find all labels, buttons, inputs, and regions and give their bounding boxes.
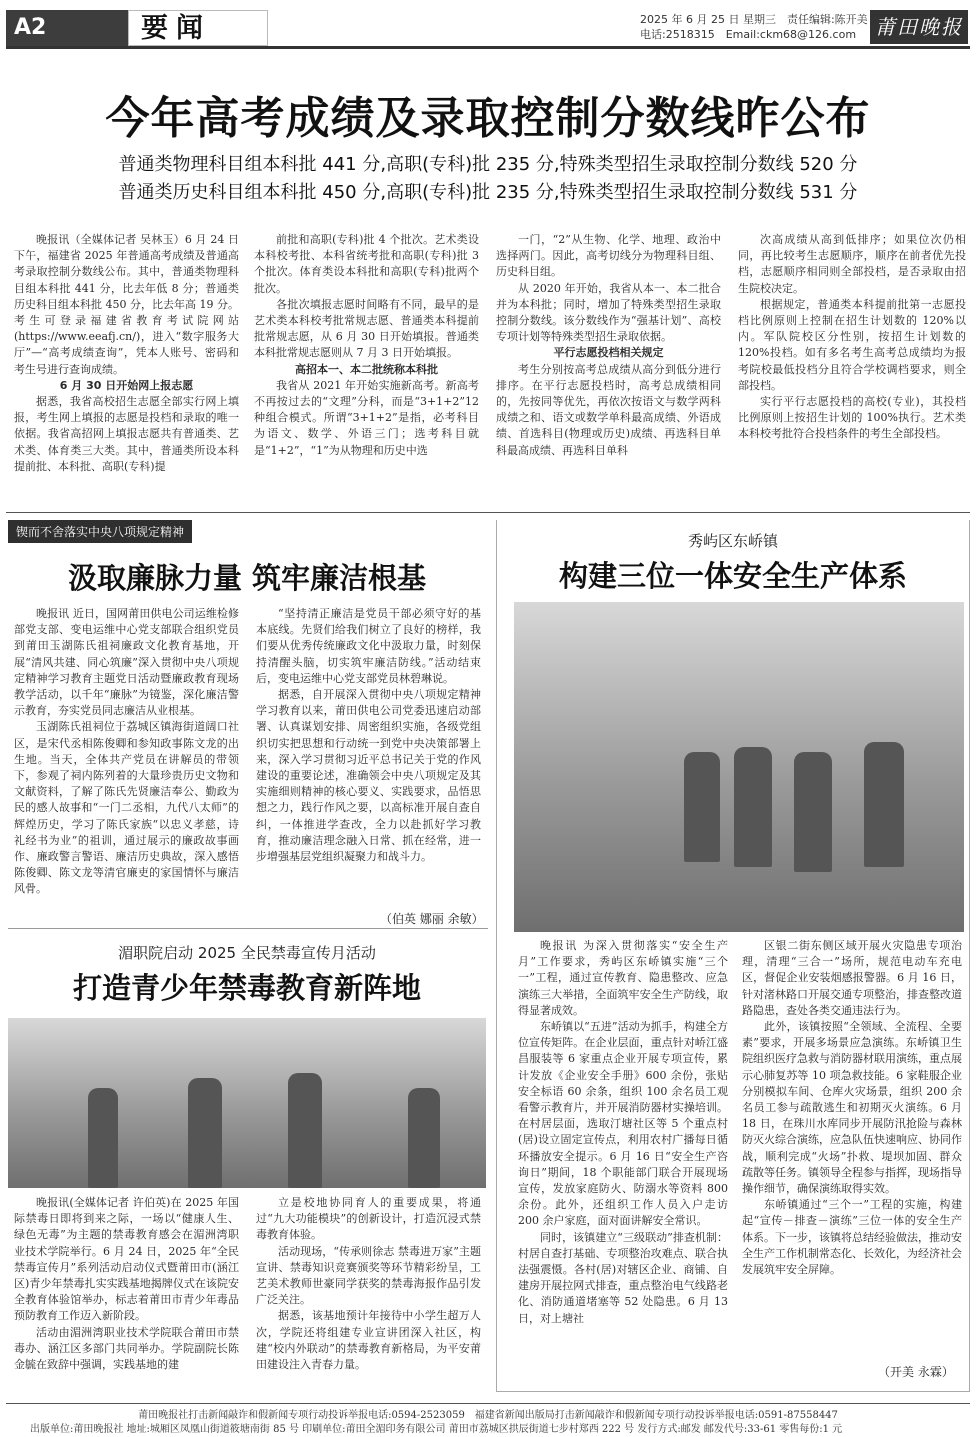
article-paragraph: 前批和高职(专科)批 4 个批次。艺术类设本科校考批、本科省统考批和高职(专科)批 3 个批次。体育类设本科批和高职(专科)批两个批次。: [254, 233, 479, 295]
lead-column-1: [14, 232, 239, 475]
article-paragraph: 据悉，我省高校招生志愿全部实行网上填报，考生网上填报的志愿是投档和录取的唯一依据。我省高招网上填报志愿共有普通类、艺术类、体育类三大类。其中，普通类所设本科提前批、本科批、高职(专科)提: [14, 395, 239, 473]
person-figure: [408, 1088, 440, 1188]
person-figure: [188, 1078, 222, 1188]
person-figure: [684, 752, 720, 862]
lianzheng-column-1: [14, 606, 239, 898]
article-paragraph: 东峤镇以“五进”活动为抓手，构建全方位宣传矩阵。在企业层面，重点针对峤江盛昌服装等 6 家重点企业开展专项宣传，累计发放《企业安全手册》600 余份，张贴安全标语 60 余条，组织 100 余名员工观看警示教育片，并开展消防器材实操培训。在村居层面，选取汀塘社区等 5 个重点村(居)设立固定宣传点，利用农村广播每日循环播放安全提示。6 月 16 日“安全生产咨询日”期间，18 个职能部门联合开展现场宣传，发放家庭防火、防溺水等资料 800 余份。此外，还组织工作人员入户走访 200 余户家庭，面对面讲解安全常识。: [518, 1020, 728, 1228]
person-figure: [734, 747, 772, 867]
anquan-photo: [514, 602, 964, 932]
subheading: 高招本一、本二批统称本科批: [295, 362, 438, 376]
masthead-logo: 莆田晚报: [870, 10, 968, 44]
article-paragraph: 实行平行志愿投档的高校(专业)，其投档比例原则上按招生计划的 100%执行。艺术类本科校考批符合投档条件的考生全部投档。: [738, 395, 966, 441]
lead-column-3: [496, 232, 721, 459]
lead-column-2: [254, 232, 479, 459]
publisher-info: 出版单位:莆田晚报社 地址:城厢区凤凰山街道筱塘南街 85 号 印刷单位:莆田全湄印务有限公司 莆田市荔城区拱辰街道七步村郑西 222 号 发行方式:邮发 邮发代号:33-61 零售每份:1 元: [30, 1424, 843, 1435]
byline-credit: （伯英 娜丽 余敏）: [380, 912, 484, 926]
article-paragraph: 考生分别按高考总成绩从高分到低分进行排序。在平行志愿投档时，高考总成绩相同的，先按同等优先，再依次按语文与数学两科成绩之和、语文或数学单科最高成绩、外语成绩、首选科目(物理或历史)成绩、再选科目单科最高成绩、再选科目单科: [496, 362, 721, 457]
story-divider: [8, 928, 488, 929]
article-paragraph: 从 2020 年开始，我省从本一、本二批合并为本科批；同时，增加了特殊类型招生录取控制分数线。该分数线作为“强基计划”、高校专项计划等特殊类型招生录取依据。: [496, 281, 721, 344]
contact-line: 电话:2518315 Email:ckm68@126.com: [640, 28, 857, 41]
date-editor: 2025 年 6 月 25 日 星期三 责任编辑:陈开美: [640, 13, 868, 26]
subheading: 6 月 30 日开始网上报志愿: [59, 378, 194, 392]
article-paragraph: 区银二街东侧区域开展火灾隐患专项治理，清理“三合一”场所，规范电动车充电区，督促企业安装烟感报警器。6 月 16 日，针对渚林路口开展交通专项整治，排查整改道路隐患，查处各类交通违法行为。: [742, 939, 962, 1017]
jindu-column-1: [14, 1195, 239, 1373]
article-paragraph: 据悉，该基地预计年接待中小学生超万人次，学院还将组建专业宣讲团深入社区，构建“校内外联动”的禁毒教育新格局，为平安莆田建设注入青春力量。: [256, 1309, 481, 1372]
article-paragraph: 东峤镇通过“三个一”工程的实施，构建起“宣传－排查－演练”三位一体的安全生产体系。下一步，该镇将总结经验做法，推动安全生产工作机制常态化、长效化，为经济社会发展筑牢安全屏障。: [742, 1198, 962, 1277]
article-paragraph: 我省从 2021 年开始实施新高考。新高考不再按过去的“文理”分科，而是“3+1+2”12 种组合模式。所谓“3+1+2”是指，必考科目为语文、数学、外语三门；选考科目就是“1+2”，“1”为从物理和历史中选: [254, 378, 479, 457]
section-divider: [6, 512, 970, 513]
anquan-column-1: [518, 938, 728, 1327]
article-paragraph: 玉湖陈氏祖祠位于荔城区镇海街道阔口社区，是宋代丞相陈俊卿和参知政事陈文龙的出生地。当天，全体共产党员在讲解员的带领下，参观了祠内陈列着的大量珍贵历史文物和文献资料，了解了陈氏先贤廉洁奉公、勤政为民的感人故事和“一门二丞相，九代八太师”的辉煌历史，学习了陈氏家族“以忠义孝慈，诗礼经书为业”的祖训，通过展示的廉政故事画作、廉政警言警语、廉洁历史典故，深入感悟陈俊卿、陈文龙等清官廉吏的家国情怀与廉洁风骨。: [14, 720, 239, 896]
lianzheng-headline: 汲取廉脉力量 筑牢廉洁根基: [67, 561, 427, 595]
page-number: A2: [14, 15, 47, 40]
article-paragraph: 一门，“2”从生物、化学、地理、政治中选择两门。因此，高考切线分为物理科目组、历史科目组。: [496, 233, 721, 279]
jindu-headline: 打造青少年禁毒教育新阵地: [72, 971, 421, 1005]
person-figure: [288, 1073, 322, 1188]
subheading: 平行志愿投档相关规定: [553, 346, 664, 360]
lead-column-4: [738, 232, 966, 443]
article-paragraph: 次高成绩从高到低排序；如果位次仍相同，再比较考生志愿顺序，顺序在前者优先投档，志愿顺序相同则全部投档，是否录取由招生院校决定。: [738, 233, 966, 295]
jindu-kicker: 湄职院启动 2025 全民禁毒宣传月活动: [118, 944, 376, 962]
article-paragraph: “坚持清正廉洁是党员干部必须守好的基本底线。先贤们给我们树立了良好的榜样，我们要从优秀传统廉政文化中汲取力量，时刻保持清醒头脑，切实筑牢廉洁防线。”活动结束后，变电运维中心党支部党员林碧琳说。: [256, 607, 481, 685]
header-info: [640, 12, 868, 42]
article-paragraph: 晚报讯（全媒体记者 吴林玉）6 月 24 日下午，福建省 2025 年普通高考成绩及普通高考录取控制分数线公布。其中，普通类物理科目组本科批 441 分，比去年低 8 分；普通类历史科目组本科批 450 分，比去年高 19 分。考生可登录福建省教育考试院网站(https://www.eeafj.cn/)，进入“数字服务大厅”—“高考成绩查询”，凭本人账号、密码和考生号进行查询成绩。: [14, 233, 239, 376]
article-paragraph: 晚报讯 为深入贯彻落实“安全生产月”工作要求，秀屿区东峤镇实施“三个一”工程，通过宣传教育、隐患整改、应急演练三大举措，全面筑牢安全生产防线，取得显著成效。: [518, 939, 728, 1017]
header-divider: [6, 46, 970, 49]
person-figure: [88, 1088, 118, 1188]
article-paragraph: 晚报讯(全媒体记者 许伯英)在 2025 年国际禁毒日即将到来之际，一场以“健康人生、绿色无毒”为主题的禁毒教育感会在湄洲湾职业技术学院举行。6 月 24 日，2025 年“全民禁毒宣传月”系列活动启动仪式暨莆田市(涵江区)青少年禁毒扎实实践基地揭牌仪式在该院安全教育体验馆举办，标志着莆田市青少年毒品预防教育工作迈入新阶段。: [14, 1196, 239, 1323]
article-paragraph: 活动由湄洲湾职业技术学院联合莆田市禁毒办、涵江区多部门共同举办。学院副院长陈金毓在致辞中强调，实践基地的建: [14, 1325, 239, 1372]
byline-credit: （开美 永霖）: [878, 1365, 954, 1379]
article-paragraph: 活动现场，“传承则徐志 禁毒进万家”主题宣讲、禁毒知识竞赛颁奖等环节精彩纷呈，工艺美术教师世豪同学获奖的禁毒海报作品引发广泛关注。: [256, 1244, 481, 1307]
page-number-badge: [6, 10, 211, 46]
section-title: 要闻: [128, 10, 268, 46]
anquan-column-2: [742, 938, 962, 1278]
person-figure: [794, 752, 832, 872]
anquan-headline: 构建三位一体安全生产体系: [558, 559, 907, 593]
article-paragraph: 晚报讯 近日，国网莆田供电公司运维检修部党支部、变电运维中心党支部联合组织党员到莆田玉湖陈氏祖祠廉政文化教育基地，开展“清风共建、同心筑廉”深入贯彻中央八项规定精神学习教育主题党日活动暨廉政教育现场教学活动，以千年“廉脉”为镜鉴，深化廉洁警示教育，夯实党员同志廉洁从业根基。: [14, 607, 239, 718]
article-paragraph: 此外，该镇按照“全领域、全流程、全要素”要求，开展多场景应急演练。东峤镇卫生院组织医疗急救与消防器材联用演练，重点展示心肺复苏等 10 项急救技能。6 家鞋服企业分别模拟车间、仓库火灾场景，组织 200 余名员工参与疏散逃生和初期灭火演练。6 月 18 日，在珠川水库同步开展防汛抢险与森林防灭火综合演练，应急队伍快速响应、协同作战，顺利完成“火场”扑救、堤坝加固、群众疏散等任务。镇领导全程参与指挥，现场指导操作细节，确保演练取得实效。: [742, 1020, 962, 1196]
lianzheng-column-2: [256, 606, 481, 865]
complaint-hotlines: 莆田晚报社打击新闻敲诈和假新闻专项行动投诉举报电话:0594-2523059 福建省新闻出版局打击新闻敲诈和假新闻专项行动投诉举报电话:0591-87558447: [138, 1410, 838, 1421]
article-paragraph: 根据规定，普通类本科提前批第一志愿投档比例原则上控制在招生计划数的 120%以内。军队院校区分性别，按招生计划数的 120%投档。如有多名考生高考总成绩均为报考院校最低投档分且符合学校调档要求，则全部投档。: [738, 297, 966, 392]
article-paragraph: 立是校地协同育人的重要成果，将通过“九大功能模块”的创新设计，打造沉浸式禁毒教育体验。: [256, 1196, 481, 1242]
lead-subhead-1: 普通类物理科目组本科批 441 分,高职(专科)批 235 分,特殊类型招生录取控制分数线 520 分: [118, 154, 858, 175]
anquan-kicker: 秀屿区东峤镇: [687, 532, 778, 550]
column-tag: 锲而不舍落实中央八项规定精神: [8, 520, 192, 543]
lead-subhead-2: 普通类历史科目组本科批 450 分,高职(专科)批 235 分,特殊类型招生录取控制分数线 531 分: [118, 182, 858, 203]
footer-divider: [6, 1403, 970, 1404]
lead-headline: 今年高考成绩及录取控制分数线昨公布: [105, 93, 871, 144]
article-paragraph: 同时，该镇建立“三级联动”排查机制：村居自查打基础、专项整治攻难点、联合执法强震慑。各村(居)对辖区企业、商铺、自建房开展拉网式排查，重点整治电气线路老化、消防通道堵塞等 52 处隐患。6 月 13 日，对上塘社: [518, 1230, 728, 1325]
jindu-column-2: [256, 1195, 481, 1373]
article-paragraph: 据悉，自开展深入贯彻中央八项规定精神学习教育以来，莆田供电公司党委迅速启动部署、认真谋划安排、周密组织实施，各级党组织切实把思想和行动统一到党中央决策部署上来，深入学习贯彻习近平总书记关于党的作风建设的重要论述，准确领会中央八项规定及其实施细则精神的核心要义、实践要求，品悟思想之力，践行作风之要，以高标准开展自查自纠，一体推进学查改，全力以赴抓好学习教育，推动廉洁理念融入日常、抓在经常，进一步增强基层党组织凝聚力和战斗力。: [256, 688, 481, 864]
jindu-photo: [8, 1018, 486, 1188]
article-paragraph: 各批次填报志愿时间略有不同，最早的是艺术类本科校考批常规志愿、普通类本科提前批常规志愿，从 6 月 30 日开始填报。普通类本科批常规志愿则从 7 月 3 日开始填报。: [254, 297, 479, 360]
person-figure: [864, 742, 904, 867]
